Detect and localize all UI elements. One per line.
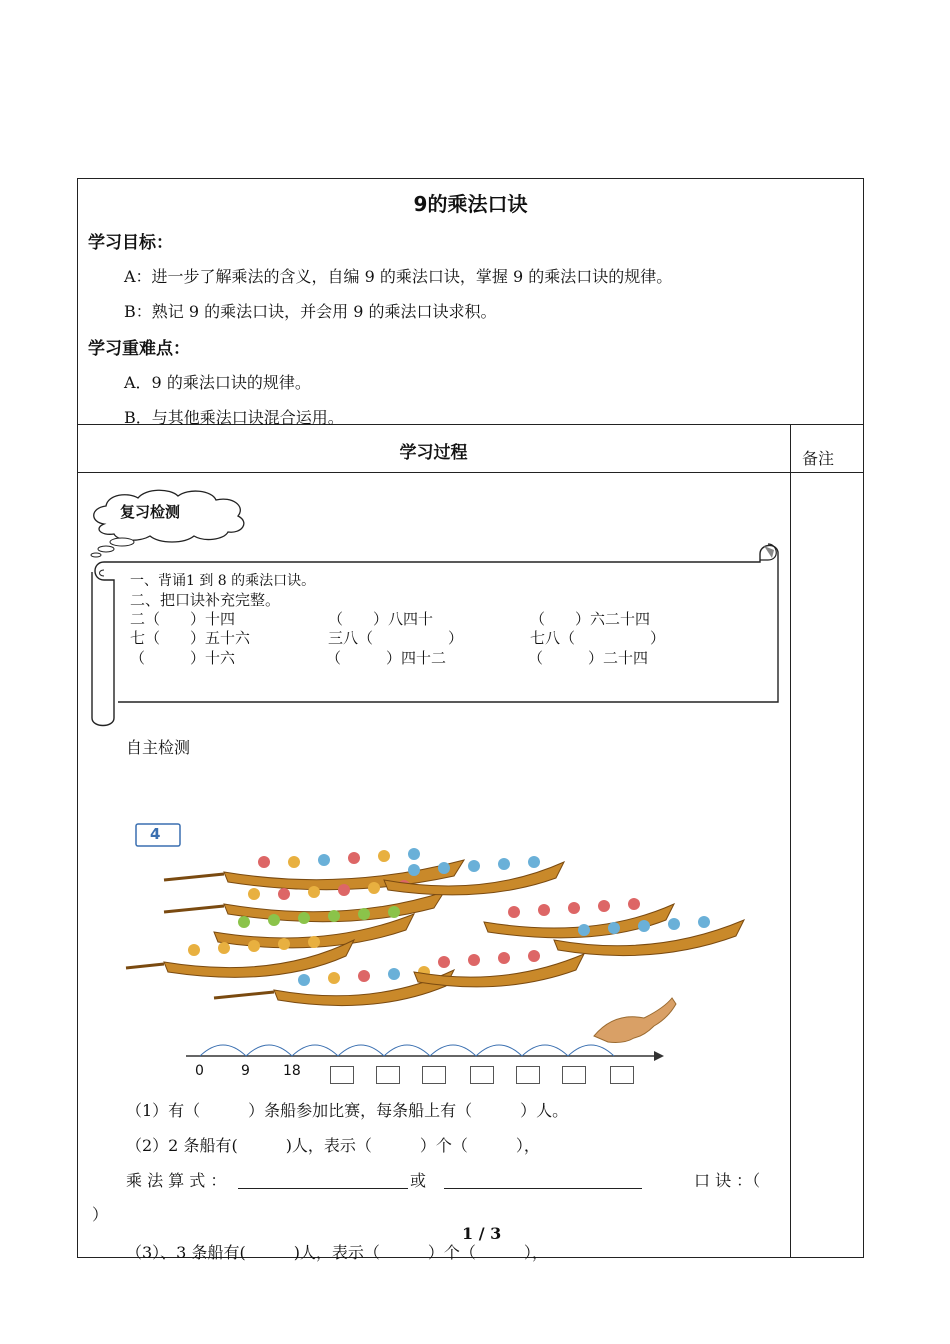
table-top-border	[77, 178, 864, 179]
or-label: 或	[410, 1171, 427, 1190]
answer-box[interactable]	[422, 1066, 446, 1084]
table-right-border	[863, 178, 864, 1258]
axis-label-9: 9	[241, 1063, 250, 1079]
process-heading: 学习过程	[399, 443, 468, 463]
close-paren: ）	[92, 1205, 109, 1224]
question-2: （2）2 条船有( )人，表示（ ）个（ ），	[126, 1136, 540, 1155]
page-number: 1 / 3	[462, 1224, 502, 1243]
objectives-heading: 学习目标：	[88, 233, 173, 253]
fill-r3c1: （ ）十六	[130, 649, 236, 667]
answer-box[interactable]	[610, 1066, 634, 1084]
keypoint-a: A．9 的乘法口诀的规律。	[124, 373, 311, 392]
koujue-label: 口 诀 ：（	[694, 1171, 761, 1190]
formula-blank-2[interactable]	[444, 1188, 642, 1189]
page-title: 9的乘法口诀	[413, 192, 528, 216]
notes-heading: 备注	[802, 449, 835, 468]
fill-r2c1: 七（ ）五十六	[130, 629, 251, 647]
fill-r3c2: （ ）四十二	[326, 649, 447, 667]
review-label: 复习检测	[120, 503, 181, 521]
objective-b: B：熟记 9 的乘法口诀，并会用 9 的乘法口诀求积。	[124, 302, 497, 321]
scroll-line2: 二、把口诀补充完整。	[130, 591, 281, 609]
figure-number-badge: 4	[150, 825, 161, 843]
fill-r1c3: （ ）六二十四	[530, 610, 651, 628]
header-divider	[77, 472, 864, 473]
objective-a: A：进一步了解乘法的含义，自编 9 的乘法口诀，掌握 9 的乘法口诀的规律。	[124, 267, 673, 286]
fill-r1c2: （ ）八四十	[328, 610, 434, 628]
formula-label: 乘 法 算 式 ：	[126, 1171, 227, 1190]
keypoints-heading: 学习重难点：	[88, 339, 190, 359]
scroll-line1: 一、背诵1 到 8 的乘法口诀。	[130, 573, 316, 589]
fill-r3c3: （ ）二十四	[528, 649, 649, 667]
fill-r2c2: 三八（ ）	[328, 629, 464, 647]
table-left-border	[77, 178, 78, 1258]
axis-label-0: 0	[195, 1063, 204, 1079]
notes-column-divider	[790, 424, 791, 1258]
question-3: （3）、3 条船有( )人，表示（ ）个（ ），	[126, 1243, 548, 1262]
axis-label-18: 18	[283, 1063, 301, 1079]
answer-box[interactable]	[330, 1066, 354, 1084]
answer-box[interactable]	[562, 1066, 586, 1084]
fill-r2c3: 七八（ ）	[530, 629, 666, 647]
dragon-boat-illustration	[124, 822, 760, 1080]
fill-r1c1: 二（ ）十四	[130, 610, 236, 628]
question-1: （1）有（ ）条船参加比赛，每条船上有（ ）人。	[126, 1101, 569, 1120]
keypoint-b: B．与其他乘法口诀混合运用。	[124, 408, 344, 427]
boat-group	[126, 848, 744, 1006]
self-check-label: 自主检测	[126, 738, 191, 757]
answer-box[interactable]	[516, 1066, 540, 1084]
answer-box[interactable]	[376, 1066, 400, 1084]
formula-blank-1[interactable]	[238, 1188, 408, 1189]
answer-box[interactable]	[470, 1066, 494, 1084]
